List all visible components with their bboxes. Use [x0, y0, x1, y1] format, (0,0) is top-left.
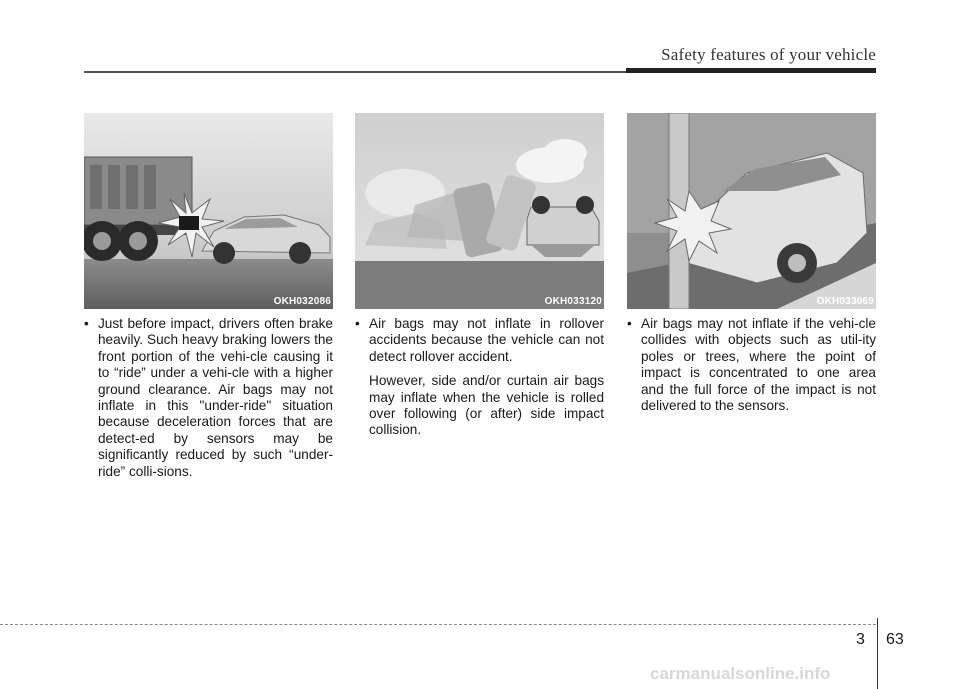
section-title: Safety features of your vehicle	[661, 45, 876, 64]
paragraph-side-airbag-note: However, side and/or curtain air bags may inflate when the vehicle is rolled over following (or after) side impact collision.	[369, 373, 604, 438]
text-column-2	[355, 316, 604, 439]
figure-utility-pole	[627, 113, 876, 309]
footer-rule	[0, 624, 876, 625]
bullet-rollover: • Air bags may not inflate in rollover accidents because the vehicle can not detect rollover accident.	[355, 316, 604, 365]
header-rule-accent	[626, 68, 876, 73]
figure-under-ride	[84, 113, 333, 309]
figure-rollover	[355, 113, 604, 309]
figure-code: OKH033069	[816, 296, 874, 307]
footer-divider	[877, 618, 878, 689]
chapter-number: 3	[856, 631, 865, 648]
page-number: 63	[886, 631, 904, 648]
bullet-under-ride: • Just before impact, drivers often brake heavily. Such heavy braking lowers the front portion of the vehi-cle causing it to “ride” under a vehi-cle with a higher ground clearance. Air bags may not inflate in this "under-ride" situation because deceleration forces that are detect-ed by sensors may be significantly reduced by such “under-ride” colli-sions.	[84, 316, 333, 480]
text-column-1	[84, 316, 333, 488]
text-column-3	[627, 316, 876, 422]
figure-code: OKH033120	[544, 296, 602, 307]
bullet-utility-pole: • Air bags may not inflate if the vehi-cle collides with objects such as util-ity poles or trees, where the point of impact is concentrated to one area and the full force of the impact is not delivered to the sensors.	[627, 316, 876, 414]
figure-code: OKH032086	[273, 296, 331, 307]
watermark: carmanualsonline.info	[650, 664, 831, 683]
